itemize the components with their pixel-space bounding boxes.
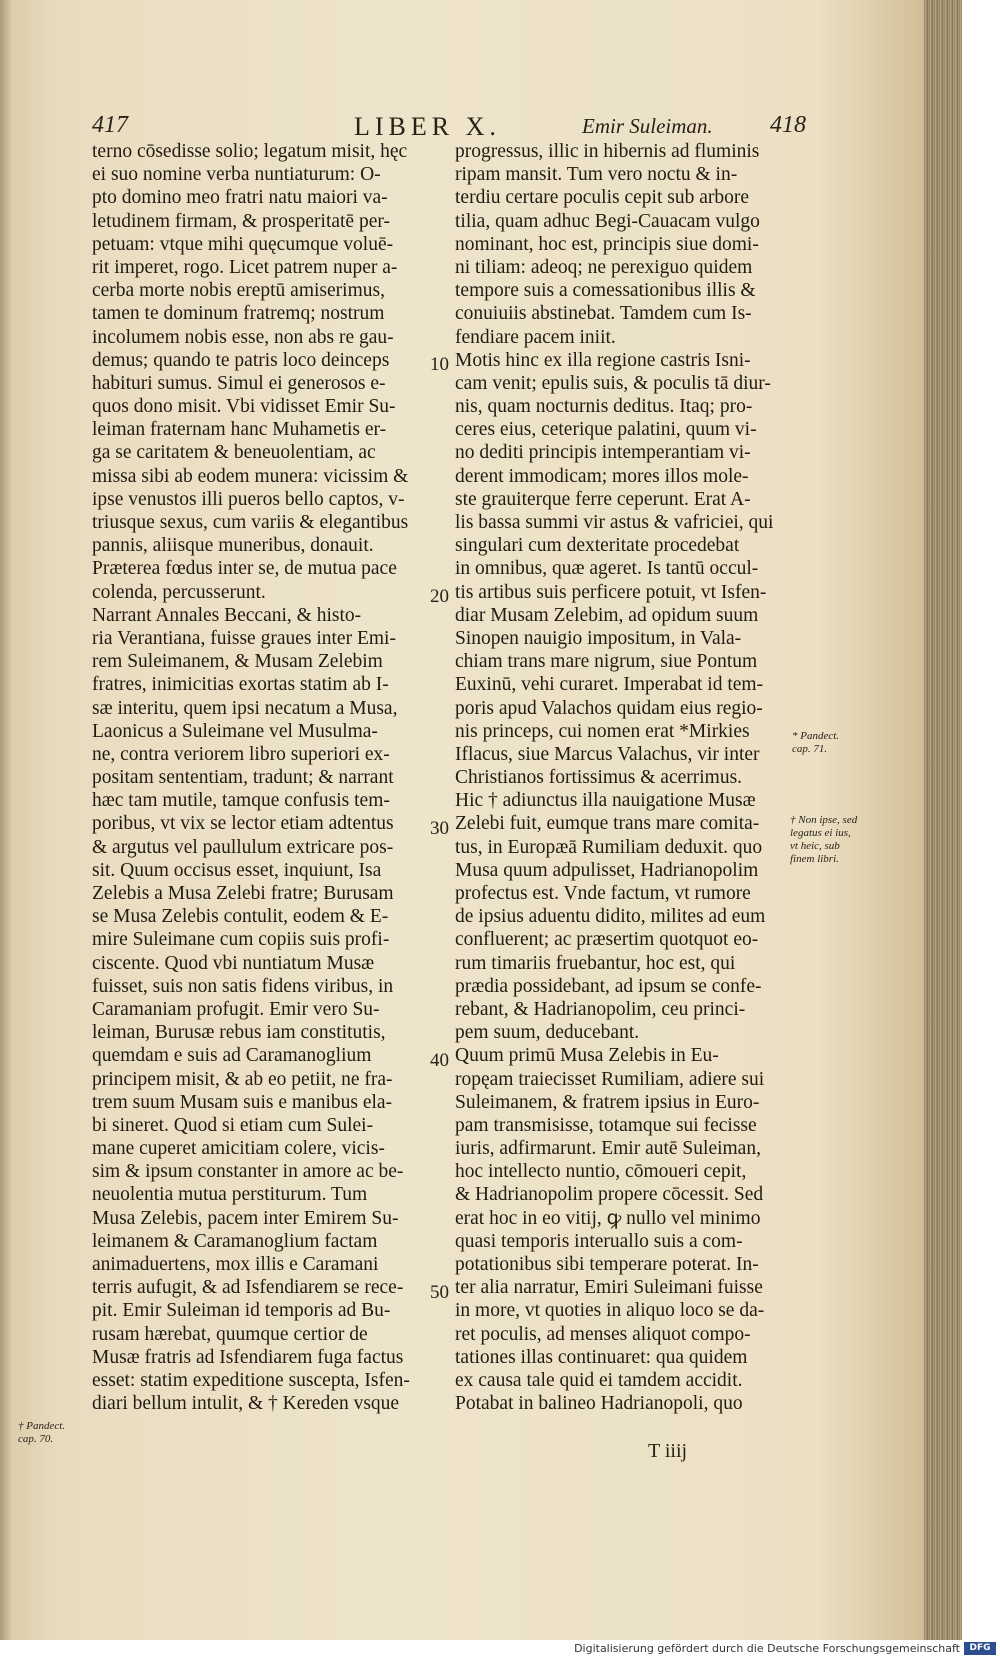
line-number-40: 40 <box>430 1050 449 1071</box>
text-line: sit. Quum occisus esset, inquiunt, Isa <box>92 859 382 881</box>
text-line: terris aufugit, & ad Isfendiarem se rece- <box>92 1277 404 1299</box>
text-line: poribus, vt vix se lector etiam adtentus <box>92 813 394 835</box>
text-line: pem suum, deducebant. <box>455 1022 640 1044</box>
text-line: colenda, percusserunt. <box>92 581 266 603</box>
text-line: & argutus vel paullulum extricare pos- <box>92 836 394 858</box>
running-title: Emir Suleiman. <box>582 114 713 138</box>
text-line: nis, quam nocturnis deditus. Itaq; pro- <box>455 396 753 418</box>
text-line: fratres, inimicitias exortas statim ab I- <box>92 674 389 696</box>
text-line: ipse venustos illi pueros bello captos, v- <box>92 488 405 510</box>
line-number-10: 10 <box>430 354 449 375</box>
text-line: poris apud Valachos quidam eius regio- <box>455 697 763 719</box>
gutter-shadow <box>0 0 12 1640</box>
text-line: esset: statim expeditione suscepta, Isfen- <box>92 1369 410 1391</box>
text-line: Hic † adiunctus illa nauigatione Musæ <box>455 790 756 812</box>
text-line: terno cōsedisse solio; legatum misit, hęc <box>92 141 408 162</box>
text-line: confluerent; ac præsertim quotquot eo- <box>455 929 759 951</box>
text-line: demus; quando te patris loco deinceps <box>92 349 390 371</box>
text-line: animaduertens, mox illis e Caramani <box>92 1254 379 1275</box>
text-line: in more, vt quoties in aliquo loco se da- <box>455 1300 765 1322</box>
text-line: tis artibus suis perficere potuit, vt Isfen- <box>455 581 767 603</box>
text-line: habituri sumus. Simul ei generosos e- <box>92 372 386 394</box>
text-line: leimanem & Caramanoglium factam <box>92 1230 378 1252</box>
text-line: nis princeps, cui nomen erat *Mirkies <box>455 720 750 742</box>
text-line: rebant, & Hadrianopolim, ceu princi- <box>455 998 746 1020</box>
text-line: nominant, hoc est, principis siue domi- <box>455 233 759 255</box>
text-line: Narrant Annales Beccani, & histo- <box>92 604 362 626</box>
text-line: triusque sexus, cum variis & elegantibus <box>92 512 409 533</box>
margin-note-pandect-71: * Pandect. cap. 71. <box>792 730 840 755</box>
text-line: progressus, illic in hibernis ad fluminis <box>455 141 760 162</box>
text-line: profectus est. Vnde factum, vt rumore <box>455 883 751 904</box>
text-line: cam venit; epulis suis, & poculis tā diur- <box>455 372 771 394</box>
text-line: fendiare pacem iniit. <box>455 326 616 348</box>
line-number-20: 20 <box>430 586 449 607</box>
text-line: bi sineret. Quod si etiam cum Sulei- <box>92 1114 374 1136</box>
text-line: diari bellum intulit, & † Kereden vsque <box>92 1393 400 1415</box>
text-line: Præterea fœdus inter se, de mutua pace <box>92 558 397 580</box>
text-line: ga se caritatem & beneuolentiam, ac <box>92 442 376 464</box>
signature-mark: T iiij <box>648 1440 688 1462</box>
text-line: iuris, adfirmarunt. Emir autē Suleiman, <box>455 1138 761 1160</box>
text-line: Musa Zelebis, pacem inter Emirem Su- <box>92 1207 399 1229</box>
page-number-left: 417 <box>92 112 128 138</box>
text-line: rem Suleimanem, & Musam Zelebim <box>92 651 383 673</box>
text-line: fuisset, suis non satis fidens viribus, in <box>92 975 394 997</box>
left-column <box>92 140 432 1415</box>
text-line: Christianos fortissimus & acerrimus. <box>455 767 743 789</box>
text-line: principem misit, & ab eo petiit, ne fra- <box>92 1068 393 1090</box>
text-line: pam transmisisse, totamque sui fecisse <box>455 1114 757 1136</box>
page-edges <box>924 0 962 1640</box>
text-line: positam sententiam, tradunt; & narrant <box>92 767 394 789</box>
text-line: in omnibus, quæ ageret. Is tantū occul- <box>455 558 759 580</box>
right-column <box>455 140 795 1415</box>
text-line: lis bassa summi vir astus & vafriciei, qui <box>455 512 774 533</box>
text-line: quasi temporis interuallo suis a com- <box>455 1230 743 1252</box>
text-line: rusam hærebat, quumque certior de <box>92 1323 368 1345</box>
text-line: ret poculis, ad menses aliquot compo- <box>455 1323 751 1345</box>
text-line: quos dono misit. Vbi vidisset Emir Su- <box>92 396 396 418</box>
text-line: Musa quum adpulisset, Hadrianopolim <box>455 859 759 881</box>
text-line: quemdam e suis ad Caramanoglium <box>92 1045 372 1067</box>
text-line: tus, in Europæā Rumiliam deduxit. quo <box>455 836 763 858</box>
text-line: Musæ fratris ad Isfendiarem fuga factus <box>92 1346 404 1368</box>
text-line: sim & ipsum constanter in amore ac be- <box>92 1161 404 1183</box>
text-line: ceres eius, ceterique palatini, quum vi- <box>455 419 757 441</box>
line-number-30: 30 <box>430 818 449 839</box>
text-line: Potabat in balineo Hadrianopoli, quo <box>455 1393 743 1415</box>
text-line: ciscente. Quod vbi nuntiatum Musæ <box>92 952 375 974</box>
text-line: ste grauiterque ferre ceperunt. Erat A- <box>455 488 751 510</box>
text-line: tempore suis a comessationibus illis & <box>455 280 756 302</box>
text-line: Laonicus a Suleimane vel Musulma- <box>92 720 378 742</box>
text-line: se Musa Zelebis contulit, eodem & E- <box>92 906 389 928</box>
text-line: Iflacus, siue Marcus Valachus, vir inter <box>455 743 760 765</box>
text-line: ei suo nomine verba nuntiaturum: O- <box>92 164 381 186</box>
digitization-credit: Digitalisierung gefördert durch die Deutsche Forschungsgemeinschaft <box>574 1642 960 1655</box>
text-line: leiman fraternam hanc Muhametis er- <box>92 419 387 441</box>
text-line: Zelebis a Musa Zelebi fratre; Burusam <box>92 883 394 904</box>
text-line: ex causa tale quid ei tamdem accidit. <box>455 1369 743 1391</box>
text-line: no dediti principis intemperantiam vi- <box>455 442 751 464</box>
text-line: Euxinū, vehi curaret. Imperabat id tem- <box>455 674 764 696</box>
text-line: missa sibi ab eodem munera: vicissim & <box>92 465 409 487</box>
text-line: singulari cum dexteritate procedebat <box>455 535 740 557</box>
book-title: LIBER X. <box>354 112 501 141</box>
text-line: tamen te dominum fratremq; nostrum <box>92 303 385 325</box>
text-line: incolumem nobis esse, non abs re gau- <box>92 326 394 348</box>
text-line: Sinopen nauigio impositum, in Vala- <box>455 627 742 649</box>
text-line: ripam mansit. Tum vero noctu & in- <box>455 164 738 186</box>
text-line: sæ interitu, quem ipsi necatum a Musa, <box>92 697 398 719</box>
text-line: pit. Emir Suleiman id temporis ad Bu- <box>92 1300 391 1322</box>
dfg-logo: DFG <box>964 1642 996 1655</box>
text-line: erat hoc in eo vitij, ꝙ nullo vel minimo <box>455 1207 761 1229</box>
text-line: Zelebi fuit, eumque trans mare comita- <box>455 813 760 835</box>
text-line: letudinem firmam, & prosperitatē per- <box>92 210 390 232</box>
text-line: mane cuperet amicitiam colere, vicis- <box>92 1138 385 1160</box>
text-line: ni tiliam: adeoq; ne perexiguo quidem <box>455 256 753 278</box>
text-line: ria Verantiana, fuisse graues inter Emi- <box>92 627 396 649</box>
text-line: mire Suleimane cum copiis suis profi- <box>92 929 390 951</box>
text-line: petuam: vtque mihi quęcumque voluē- <box>92 233 394 255</box>
text-line: diar Musam Zelebim, ad opidum suum <box>455 604 759 626</box>
text-line: tilia, quam adhuc Begi-Cauacam vulgo <box>455 210 760 232</box>
text-line: ter alia narratur, Emiri Suleimani fuisse <box>455 1277 763 1299</box>
text-line: hæc tam mutile, tamque confusis tem- <box>92 790 390 812</box>
margin-note-pandect-70: † Pandect. cap. 70. <box>18 1420 66 1445</box>
text-line: tationes illas continuaret: qua quidem <box>455 1346 748 1368</box>
text-line: conuiuiis abstinebat. Tamdem cum Is- <box>455 303 752 325</box>
text-line: Quum primū Musa Zelebis in Eu- <box>455 1045 719 1067</box>
text-line: Motis hinc ex illa regione castris Isni- <box>455 349 751 371</box>
text-line: rum timariis fruebantur, hoc est, qui <box>455 952 736 974</box>
text-line: chiam trans mare nigrum, siue Pontum <box>455 651 758 673</box>
text-line: cerba morte nobis ereptū amiserimus, <box>92 280 385 302</box>
text-line: leiman, Burusæ rebus iam constitutis, <box>92 1022 386 1044</box>
text-line: ne, contra veriorem libro superiori ex- <box>92 743 390 765</box>
text-line: Suleimanem, & fratrem ipsius in Euro- <box>455 1091 760 1113</box>
page-header <box>92 112 806 142</box>
text-line: pannis, aliisque muneribus, donauit. <box>92 535 374 557</box>
page-number-right: 418 <box>770 112 806 138</box>
margin-note-non-ipse: † Non ipse, sed legatus ei ius, vt heic, sub finem libri. <box>790 814 858 865</box>
text-line: & Hadrianopolim propere cōcessit. Sed <box>455 1184 764 1206</box>
text-line: prædia possidebant, ad ipsum se confe- <box>455 975 762 997</box>
text-line: Caramaniam profugit. Emir vero Su- <box>92 998 380 1020</box>
text-line: rit imperet, rogo. Licet patrem nuper a- <box>92 256 398 278</box>
text-line: neuolentia mutua perstiturum. Tum <box>92 1184 368 1206</box>
text-line: derent immodicam; mores illos mole- <box>455 465 749 487</box>
text-line: trem suum Musam suis e manibus ela- <box>92 1091 393 1113</box>
text-line: de ipsius aduentu didito, milites ad eum <box>455 906 766 928</box>
line-number-50: 50 <box>430 1282 449 1303</box>
text-line: pto domino meo fratri natu maiori va- <box>92 187 388 209</box>
text-line: hoc intellecto nuntio, cōmoueri cepit, <box>455 1161 747 1183</box>
text-line: ropęam traiecisset Rumiliam, adiere sui <box>455 1068 765 1090</box>
text-line: terdiu certare poculis cepit sub arbore <box>455 187 749 209</box>
text-line: potationibus sibi temperare poterat. In- <box>455 1254 759 1275</box>
